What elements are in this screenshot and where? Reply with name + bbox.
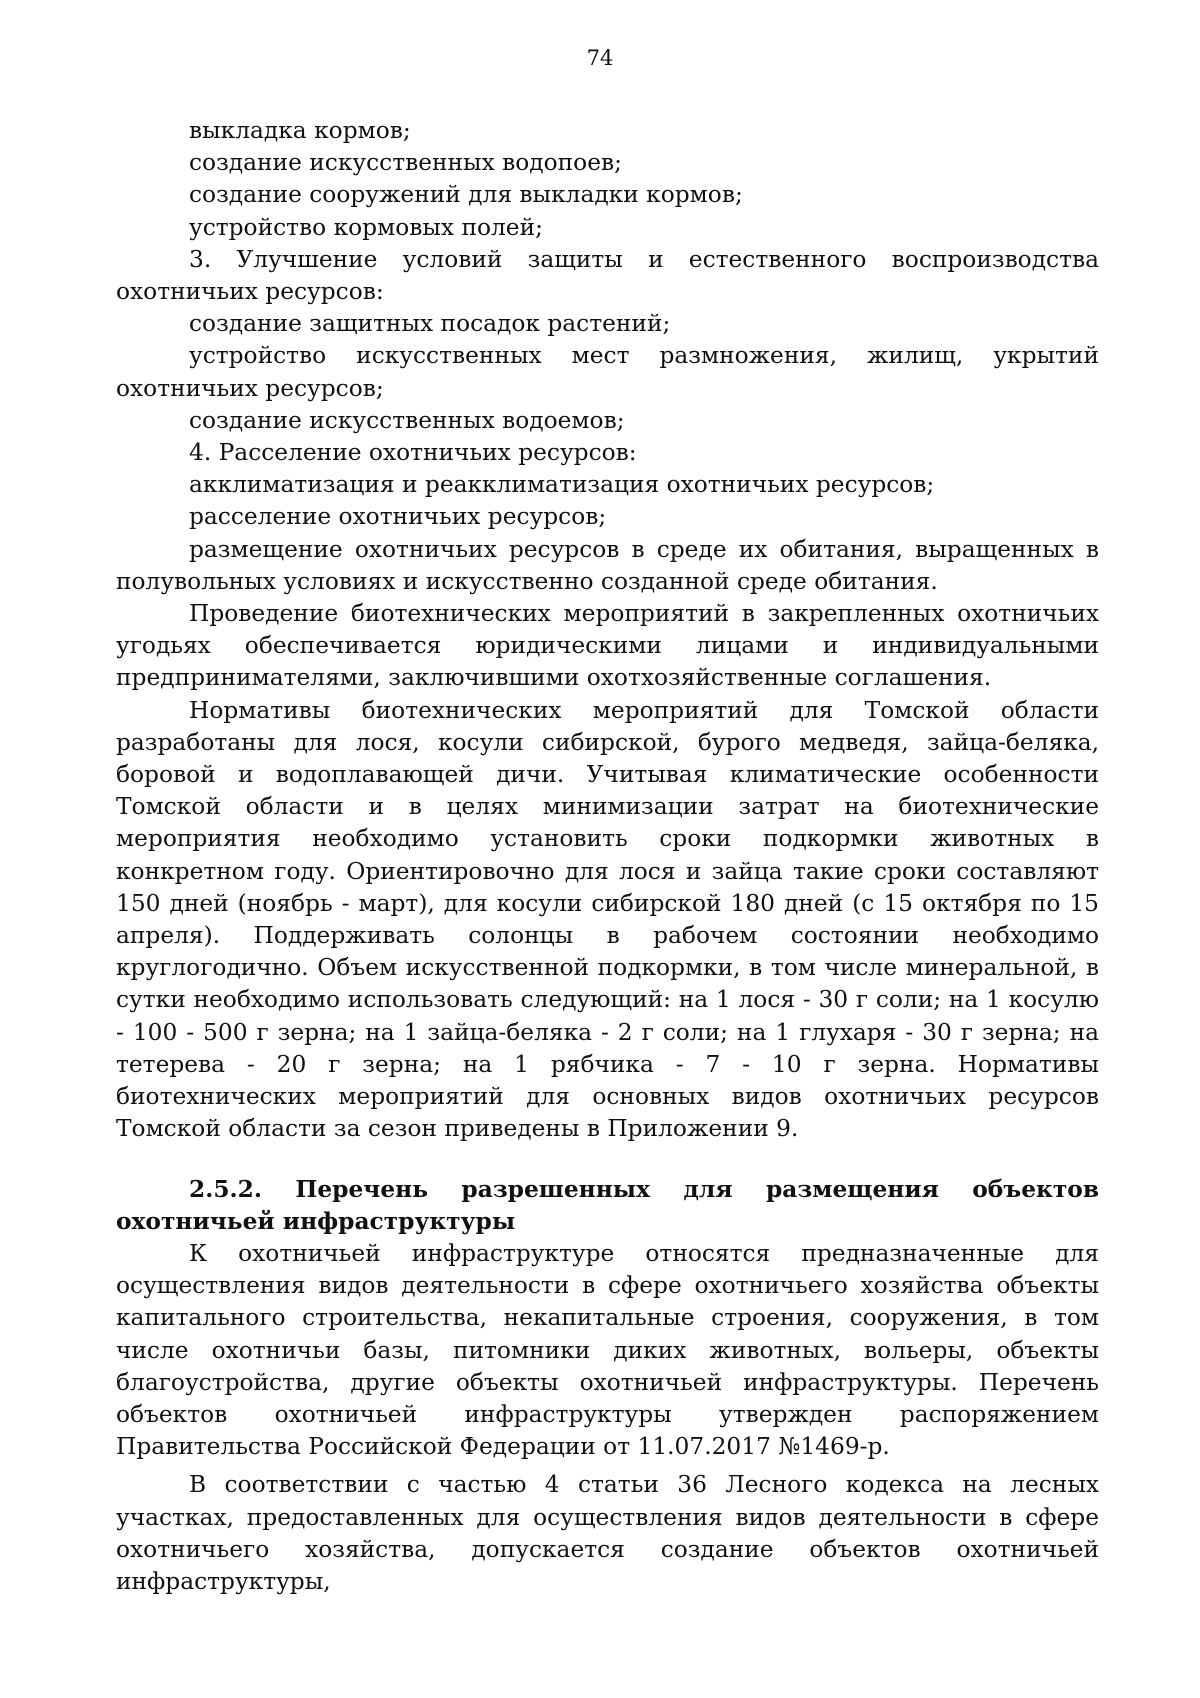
list-item: устройство кормовых полей; — [189, 213, 543, 241]
list-item: создание защитных посадок растений; — [189, 310, 671, 338]
body-paragraph: Проведение биотехнических мероприятий в закрепленных охотничьих угодьях обеспечивается юридическими лицами и индивидуальными предпринимателями, заключившими охотхозяйственные соглашения. — [116, 600, 1099, 692]
list-item: создание сооружений для выкладки кормов; — [189, 181, 743, 209]
body-paragraph: Нормативы биотехнических мероприятий для Томской области разработаны для лося, косули сибирской, бурого медведя, зайца-беляка, боровой и водоплавающей дичи. Учитывая климатические особенности Томской области и в целях минимизации затрат на биотехнические мероприятия необходимо установить сроки подкормки животных в конкретном году. Ориентировочно для лося и зайца такие сроки составляют 150 дней (ноябрь - март), для косули сибирской 180 дней (с 15 октября по 15 апреля). Поддерживать солонцы в рабочем состоянии необходимо круглогодично. Объем искусственной подкормки, в том числе минеральной, в сутки необходимо использовать следующий: на 1 лося - 30 г соли; на 1 косулю - 100 - 500 г зерна; на 1 зайца-беляка - 2 г соли; на 1 глухаря - 30 г зерна; на тетерева - 20 г зерна; на 1 рябчика - 7 - 10 г зерна. Нормативы биотехнических мероприятий для основных видов охотничьих ресурсов Томской области за сезон приведены в Приложении 9. — [116, 696, 1099, 1143]
list-item: расселение охотничьих ресурсов; — [189, 503, 607, 531]
list-item: выкладка кормов; — [189, 117, 411, 144]
page-number: 74 — [586, 46, 614, 70]
body-paragraph: К охотничьей инфраструктуре относятся предназначенные для осуществления видов деятельности в сфере охотничьего хозяйства объекты капитального строительства, некапитальные строения, сооружения, в том числе охотничьи базы, питомники диких животных, вольеры, объекты благоустройства, другие объекты охотничьей инфраструктуры. Перечень объектов охотничьей инфраструктуры утвержден распоряжением Правительства Российской Федерации от 11.07.2017 №1469-р. — [116, 1239, 1099, 1461]
list-item: размещение охотничьих ресурсов в среде их обитания, выращенных в полувольных условиях и искусственно созданной среде обитания. — [116, 535, 1099, 595]
section-heading: 2.5.2. Перечень разрешенных для размещения объектов охотничьей инфраструктуры — [116, 1175, 1099, 1235]
list-item: устройство искусственных мест размножения, жилищ, укрытий охотничьих ресурсов; — [116, 342, 1099, 402]
body-paragraph: В соответствии с частью 4 статьи 36 Лесного кодекса на лесных участках, предоставленных для осуществления видов деятельности в сфере охотничьего хозяйства, допускается создание объектов охотничьей инфраструктуры, — [116, 1471, 1099, 1595]
list-item: акклиматизация и реакклиматизация охотничьих ресурсов; — [189, 471, 935, 499]
numbered-item: 3. Улучшение условий защиты и естественного воспроизводства охотничьих ресурсов: — [116, 245, 1099, 306]
numbered-item: 4. Расселение охотничьих ресурсов: — [189, 439, 637, 467]
page-content — [116, 115, 1099, 1598]
list-item: создание искусственных водоемов; — [189, 406, 625, 434]
list-item: создание искусственных водопоев; — [189, 149, 622, 177]
